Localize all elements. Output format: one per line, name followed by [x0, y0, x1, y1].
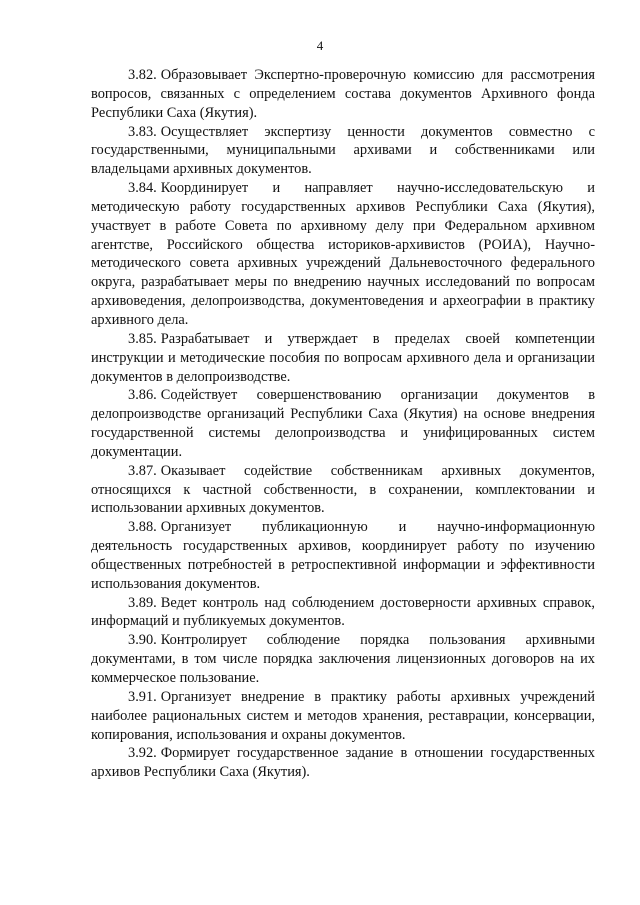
paragraph-3-88 — [91, 518, 595, 593]
paragraph-number: 3.91. — [128, 688, 157, 705]
paragraph-3-85 — [91, 330, 595, 387]
paragraph-text: Оказывает содействие собственникам архивных документов, относящихся к частной собственности, в сохранении, комплектовании и использовании архивных документов. — [91, 462, 595, 517]
paragraph-text: Контролирует соблюдение порядка пользования архивными документами, в том числе порядка заключения лицензионных договоров на их коммерческое пользование. — [91, 632, 595, 686]
paragraph-number: 3.87. — [128, 462, 157, 479]
paragraph-number: 3.88. — [128, 519, 157, 536]
paragraph-3-84 — [91, 179, 595, 330]
paragraph-text: Организует внедрение в практику работы архивных учреждений наиболее рациональных систем и методов хранения, реставрации, консервации, копирования, использования и охраны документов. — [91, 688, 595, 743]
paragraph-number: 3.86. — [128, 387, 157, 404]
paragraph-number: 3.83. — [128, 123, 157, 140]
paragraph-number: 3.92. — [128, 745, 157, 762]
paragraph-number: 3.89. — [128, 594, 157, 611]
paragraph-text: Образовывает Экспертно-проверочную комиссию для рассмотрения вопросов, связанных с определением состава документов Архивного фонда Республики Саха (Якутия). — [91, 67, 595, 121]
paragraph-text: Содействует совершенствованию организации документов в делопроизводстве организаций Республики Саха (Якутия) на основе внедрения государственной системы делопроизводства и унифицированных систем документации. — [91, 387, 595, 460]
paragraph-number: 3.85. — [128, 330, 157, 347]
paragraph-text: Ведет контроль над соблюдением достоверности архивных справок, информаций и публикуемых документов. — [91, 594, 595, 630]
paragraph-3-89 — [91, 594, 595, 632]
paragraph-text: Разрабатывает и утверждает в пределах своей компетенции инструкции и методические пособия по вопросам архивного дела и организации документов в делопроизводстве. — [91, 330, 595, 385]
page-number: 4 — [316, 38, 324, 53]
paragraph-number: 3.90. — [128, 632, 157, 649]
paragraph-number: 3.84. — [128, 180, 157, 197]
paragraph-number: 3.82. — [128, 67, 157, 83]
paragraph-text: Осуществляет экспертизу ценности документов совместно с государственными, муниципальными архивами и собственниками или владельцами архивных документов. — [91, 123, 595, 178]
paragraph-text: Организует публикационную и научно-информационную деятельность государственных архивов, координирует работу по изучению общественных потребностей в ретроспективной информации и эффективности использования документов. — [91, 519, 595, 592]
paragraph-3-83 — [91, 123, 595, 180]
paragraph-3-92 — [91, 744, 595, 782]
paragraph-text: Формирует государственное задание в отношении государственных архивов Республики Саха (Якутия). — [91, 745, 595, 781]
document-body — [91, 66, 595, 782]
paragraph-text: Координирует и направляет научно-исследовательскую и методическую работу государственных архивов Республики Саха (Якутия), участвует в работе Совета по архивному делу при Федеральном архивном агентстве, Российского общества историков-архивистов (РОИА), Научно-методического совета архивных учреждений Дальневосточного федерального округа, разрабатывает меры по внедрению научных исследований по вопросам архивоведения, делопроизводства, документоведения и археографии в практику архивного дела. — [91, 180, 595, 328]
paragraph-3-86 — [91, 386, 595, 461]
paragraph-3-87 — [91, 462, 595, 519]
paragraph-3-82 — [91, 66, 595, 123]
paragraph-3-91 — [91, 688, 595, 745]
paragraph-3-90 — [91, 631, 595, 688]
